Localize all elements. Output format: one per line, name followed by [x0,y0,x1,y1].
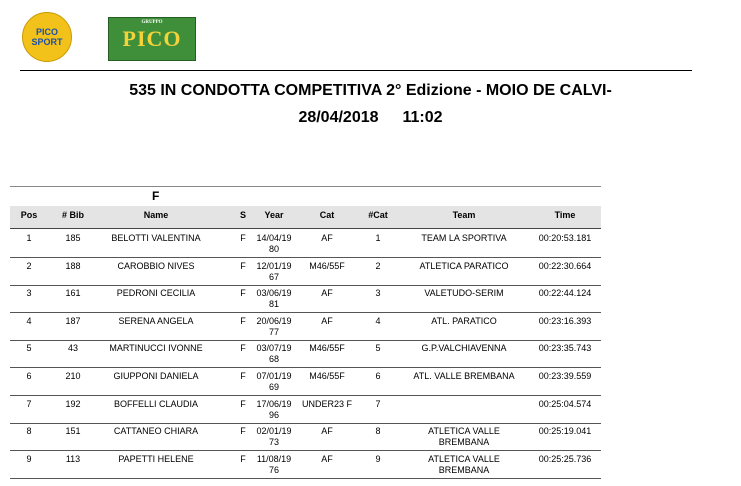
cell-time: 00:25:04.574 [538,398,592,409]
cell-cat-rank: 1 [375,233,381,243]
cell-bib: 210 [65,371,81,381]
cell-name: SERENA ANGELA [118,315,194,326]
cell-cat: AF [321,453,333,464]
col-cat: Cat [319,210,335,220]
cell-sex: F [240,343,246,354]
race-date: 28/04/2018 [298,109,379,126]
cell-bib: 185 [65,233,81,243]
cell-year: 20/06/19 77 [256,315,292,337]
category-heading [10,186,601,206]
cell-cat-rank: 7 [375,398,381,409]
cell-pos: 9 [26,453,32,464]
cell-pos: 5 [26,343,32,354]
cell-year: 07/01/19 69 [256,371,292,392]
cell-sex: F [240,371,246,381]
cell-time: 00:20:53.181 [538,233,592,243]
cell-cat: M46/55F [309,371,345,381]
cell-name: PEDRONI CECILIA [116,288,196,299]
cell-cat: AF [321,426,333,437]
cell-time: 00:22:30.664 [538,260,592,271]
cell-name: PAPETTI HELENE [118,453,194,464]
page-subtitle [0,109,741,127]
cell-year: 03/07/19 68 [256,343,292,365]
cell-name: BOFFELLI CLAUDIA [113,398,199,409]
table-row [10,229,601,258]
cell-team: TEAM LA SPORTIVA [421,233,507,243]
cell-bib: 151 [65,426,81,437]
table-row [10,312,601,341]
cell-year: 11/08/19 76 [256,453,292,475]
cell-pos: 3 [26,288,32,299]
col-team: Team [452,210,476,220]
cell-year: 12/01/19 67 [256,260,292,282]
cell-pos: 2 [26,260,32,271]
cell-time: 00:23:16.393 [538,315,592,326]
cell-bib: 113 [65,453,81,464]
cell-cat-rank: 6 [375,371,381,381]
table-row [10,257,601,286]
pico-logo-caption: GRUPPO [141,20,163,25]
cell-sex: F [240,453,246,464]
cell-cat-rank: 4 [375,315,381,326]
col-pos: Pos [20,210,38,220]
cell-pos: 6 [26,371,32,381]
table-row [10,284,601,313]
table-row [10,395,601,424]
logo-text-sport: SPORT [31,37,63,47]
cell-cat-rank: 3 [375,288,381,299]
cell-name: MARTINUCCI IVONNE [109,343,203,354]
table-row [10,367,601,396]
table-row [10,450,601,479]
table-row [10,339,601,368]
cell-cat: AF [321,315,333,326]
cell-bib: 161 [65,288,81,299]
cell-time: 00:25:25.736 [538,453,592,464]
col-time: Time [554,210,576,220]
cell-year: 02/01/19 73 [256,426,292,448]
cell-time: 00:23:35.743 [538,343,592,354]
cell-pos: 4 [26,315,32,326]
cell-cat: AF [321,288,333,299]
cell-sex: F [240,426,246,437]
table-header [10,206,601,229]
cell-name: BELOTTI VALENTINA [111,233,201,243]
cell-time: 00:22:44.124 [538,288,592,299]
cell-team: ATLETICA VALLE BREMBANA [428,426,500,448]
cell-year: 03/06/19 81 [256,288,292,310]
pico-logo-text: PICO [122,26,182,51]
col-name: Name [143,210,169,220]
race-time: 11:02 [402,109,443,126]
pico-sport-logo [22,12,72,62]
cell-cat-rank: 2 [375,260,381,271]
cell-team: ATL. PARATICO [431,315,497,326]
table-row [10,422,601,451]
cell-sex: F [240,315,246,326]
cell-cat-rank: 9 [375,453,381,464]
cell-pos: 1 [26,233,32,243]
cell-bib: 188 [65,260,81,271]
cell-sex: F [240,233,246,243]
cell-time: 00:25:19.041 [538,426,592,437]
cell-bib: 43 [67,343,78,354]
cell-cat: M46/55F [309,260,345,271]
cell-bib: 192 [65,398,81,409]
cell-sex: F [240,260,246,271]
cell-name: GIUPPONI DANIELA [113,371,199,381]
logo-text-pico: PICO [35,27,58,37]
category-label: F [152,189,160,203]
cell-team: VALETUDO-SERIM [424,288,504,299]
col-cat-rank: #Cat [368,210,388,220]
cell-team: G.P.VALCHIAVENNA [421,343,507,354]
cell-cat: UNDER23 F [301,398,352,409]
header-rule [20,70,692,71]
cell-sex: F [240,398,246,409]
col-sex: S [239,210,246,220]
cell-cat: M46/55F [309,343,345,354]
cell-sex: F [240,288,246,299]
cell-cat-rank: 5 [375,343,381,354]
cell-year: 14/04/19 80 [256,233,292,254]
page-title: 535 IN CONDOTTA COMPETITIVA 2° Edizione - MOIO DE CALVI- [129,82,612,99]
cell-team: ATLETICA PARATICO [419,260,509,271]
cell-name: CATTANEO CHIARA [113,426,199,437]
cell-team: ATL. VALLE BREMBANA [413,371,515,381]
col-year: Year [264,210,284,220]
cell-team: ATLETICA VALLE BREMBANA [428,453,500,475]
cell-bib: 187 [65,315,81,326]
cell-cat: AF [321,233,333,243]
cell-pos: 7 [26,398,32,409]
cell-cat-rank: 8 [375,426,381,437]
cell-time: 00:23:39.559 [538,371,592,381]
cell-year: 17/06/19 96 [256,398,292,420]
col-bib: # Bib [61,210,84,220]
cell-name: CAROBBIO NIVES [117,260,195,271]
pico-logo [108,17,196,61]
cell-pos: 8 [26,426,32,437]
